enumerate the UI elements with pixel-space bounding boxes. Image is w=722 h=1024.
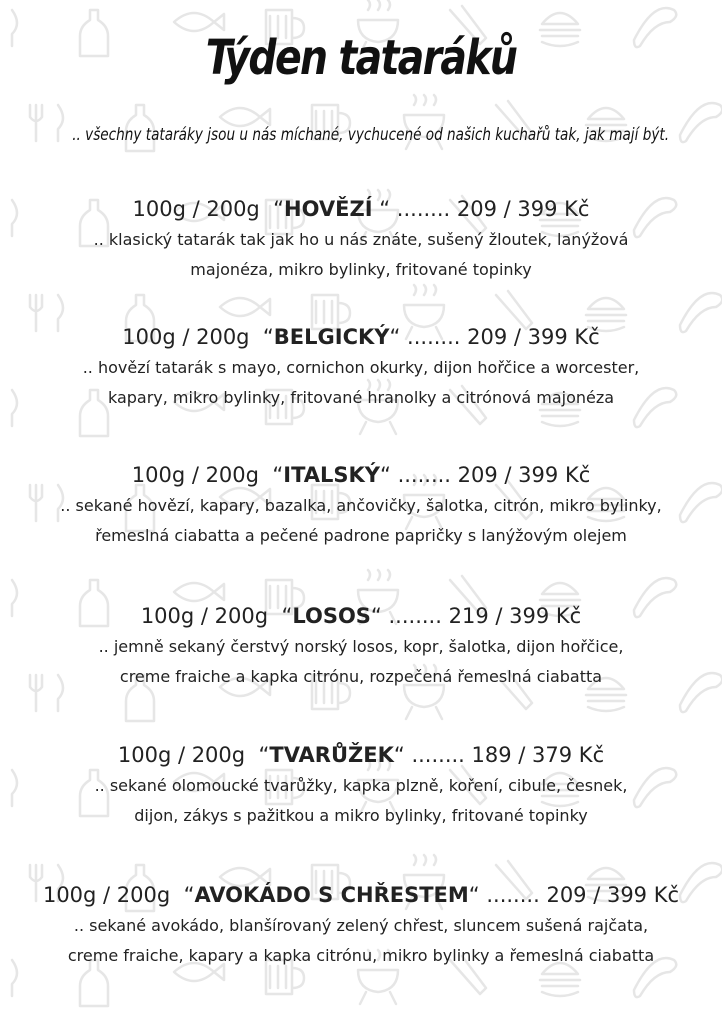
menu-item-description (0, 225, 722, 285)
menu-item-description (0, 491, 722, 551)
item-weights: 100g / 200g (131, 463, 259, 487)
item-close-quote: “ (372, 197, 391, 221)
menu-item-description (0, 771, 722, 831)
menu-item-header (0, 323, 722, 351)
item-price: 209 / 399 Kč (457, 463, 591, 487)
item-name: AVOKÁDO S CHŘESTEM (194, 883, 469, 907)
item-close-quote: “ (380, 463, 391, 487)
item-name: ITALSKÝ (283, 463, 380, 487)
item-desc-line: creme fraiche, kapary a kapka citrónu, mikro bylinky a řemeslná ciabatta (67, 946, 655, 965)
item-desc-line: .. hovězí tatarák s mayo, cornichon okurky, dijon hořčice a worcester, (82, 358, 640, 377)
item-desc-line: creme fraiche a kapka citrónu, rozpečená řemeslná ciabatta (119, 667, 603, 686)
menu-item-losos (0, 602, 722, 692)
item-weights: 100g / 200g (42, 883, 171, 907)
item-desc-line: kapary, mikro bylinky, fritované hranolky a citrónová majonéza (107, 388, 615, 407)
menu-item-description (0, 632, 722, 692)
item-name: BELGICKÝ (273, 325, 390, 349)
item-open-quote: “ (272, 463, 284, 487)
menu-item-tvaruzek (0, 741, 722, 831)
menu-item-header (0, 461, 722, 489)
item-desc-line: .. sekané avokádo, blanšírovaný zelený chřest, sluncem sušená rajčata, (73, 916, 649, 935)
item-open-quote: “ (273, 197, 285, 221)
item-desc-line: dijon, zákys s pažitkou a mikro bylinky, fritované topinky (134, 806, 588, 825)
item-dots: ........ (397, 463, 451, 487)
item-desc-line: .. jemně sekaný čerstvý norský losos, kopr, šalotka, dijon hořčice, (98, 637, 624, 656)
item-name: LOSOS (292, 604, 371, 628)
menu-item-header (0, 602, 722, 630)
item-price: 189 / 379 Kč (471, 743, 605, 767)
item-dots: ........ (407, 325, 461, 349)
menu-item-header (0, 881, 722, 909)
item-close-quote: “ (393, 743, 405, 767)
item-dots: ........ (388, 604, 442, 628)
item-weights: 100g / 200g (132, 197, 260, 221)
item-price: 219 / 399 Kč (448, 604, 582, 628)
menu-item-belgicky (0, 323, 722, 413)
item-price: 209 / 399 Kč (546, 883, 680, 907)
item-open-quote: “ (262, 325, 274, 349)
item-desc-line: majonéza, mikro bylinky, fritované topinky (190, 260, 532, 279)
menu-item-header (0, 741, 722, 769)
item-name: HOVĚZÍ (284, 197, 373, 221)
item-close-quote: “ (389, 325, 401, 349)
menu-item-italsky (0, 461, 722, 551)
item-close-quote: “ (468, 883, 480, 907)
item-open-quote: “ (258, 743, 270, 767)
menu-item-hovezi (0, 195, 722, 285)
item-price: 209 / 399 Kč (456, 197, 590, 221)
item-open-quote: “ (183, 883, 195, 907)
item-weights: 100g / 200g (122, 325, 250, 349)
item-desc-line: řemeslná ciabatta a pečené padrone papričky s lanýžovým olejem (95, 526, 627, 545)
menu-item-header (0, 195, 722, 223)
page-subtitle: .. všechny tataráky jsou u nás míchané, vychucené od našich kuchařů tak, jak mají být. (72, 125, 670, 145)
item-desc-line: .. sekané hovězí, kapary, bazalka, ančovičky, šalotka, citrón, mikro bylinky, (60, 496, 662, 515)
page-title: Týden tataráků (205, 30, 517, 86)
item-price: 209 / 399 Kč (467, 325, 600, 349)
item-name: TVARŮŽEK (269, 743, 394, 767)
item-close-quote: “ (370, 604, 382, 628)
menu-item-description (0, 911, 722, 971)
item-weights: 100g / 200g (117, 743, 246, 767)
item-weights: 100g / 200g (140, 604, 269, 628)
item-desc-line: .. sekané olomoucké tvarůžky, kapka plzně, koření, cibule, česnek, (94, 776, 628, 795)
item-open-quote: “ (281, 604, 293, 628)
menu-item-avokado (0, 881, 722, 971)
item-desc-line: .. klasický tatarák tak jak ho u nás znáte, sušený žloutek, lanýžová (93, 230, 629, 249)
menu-item-description (0, 353, 722, 413)
item-dots: ........ (411, 743, 465, 767)
item-dots: ........ (396, 197, 451, 221)
item-dots: ........ (486, 883, 540, 907)
